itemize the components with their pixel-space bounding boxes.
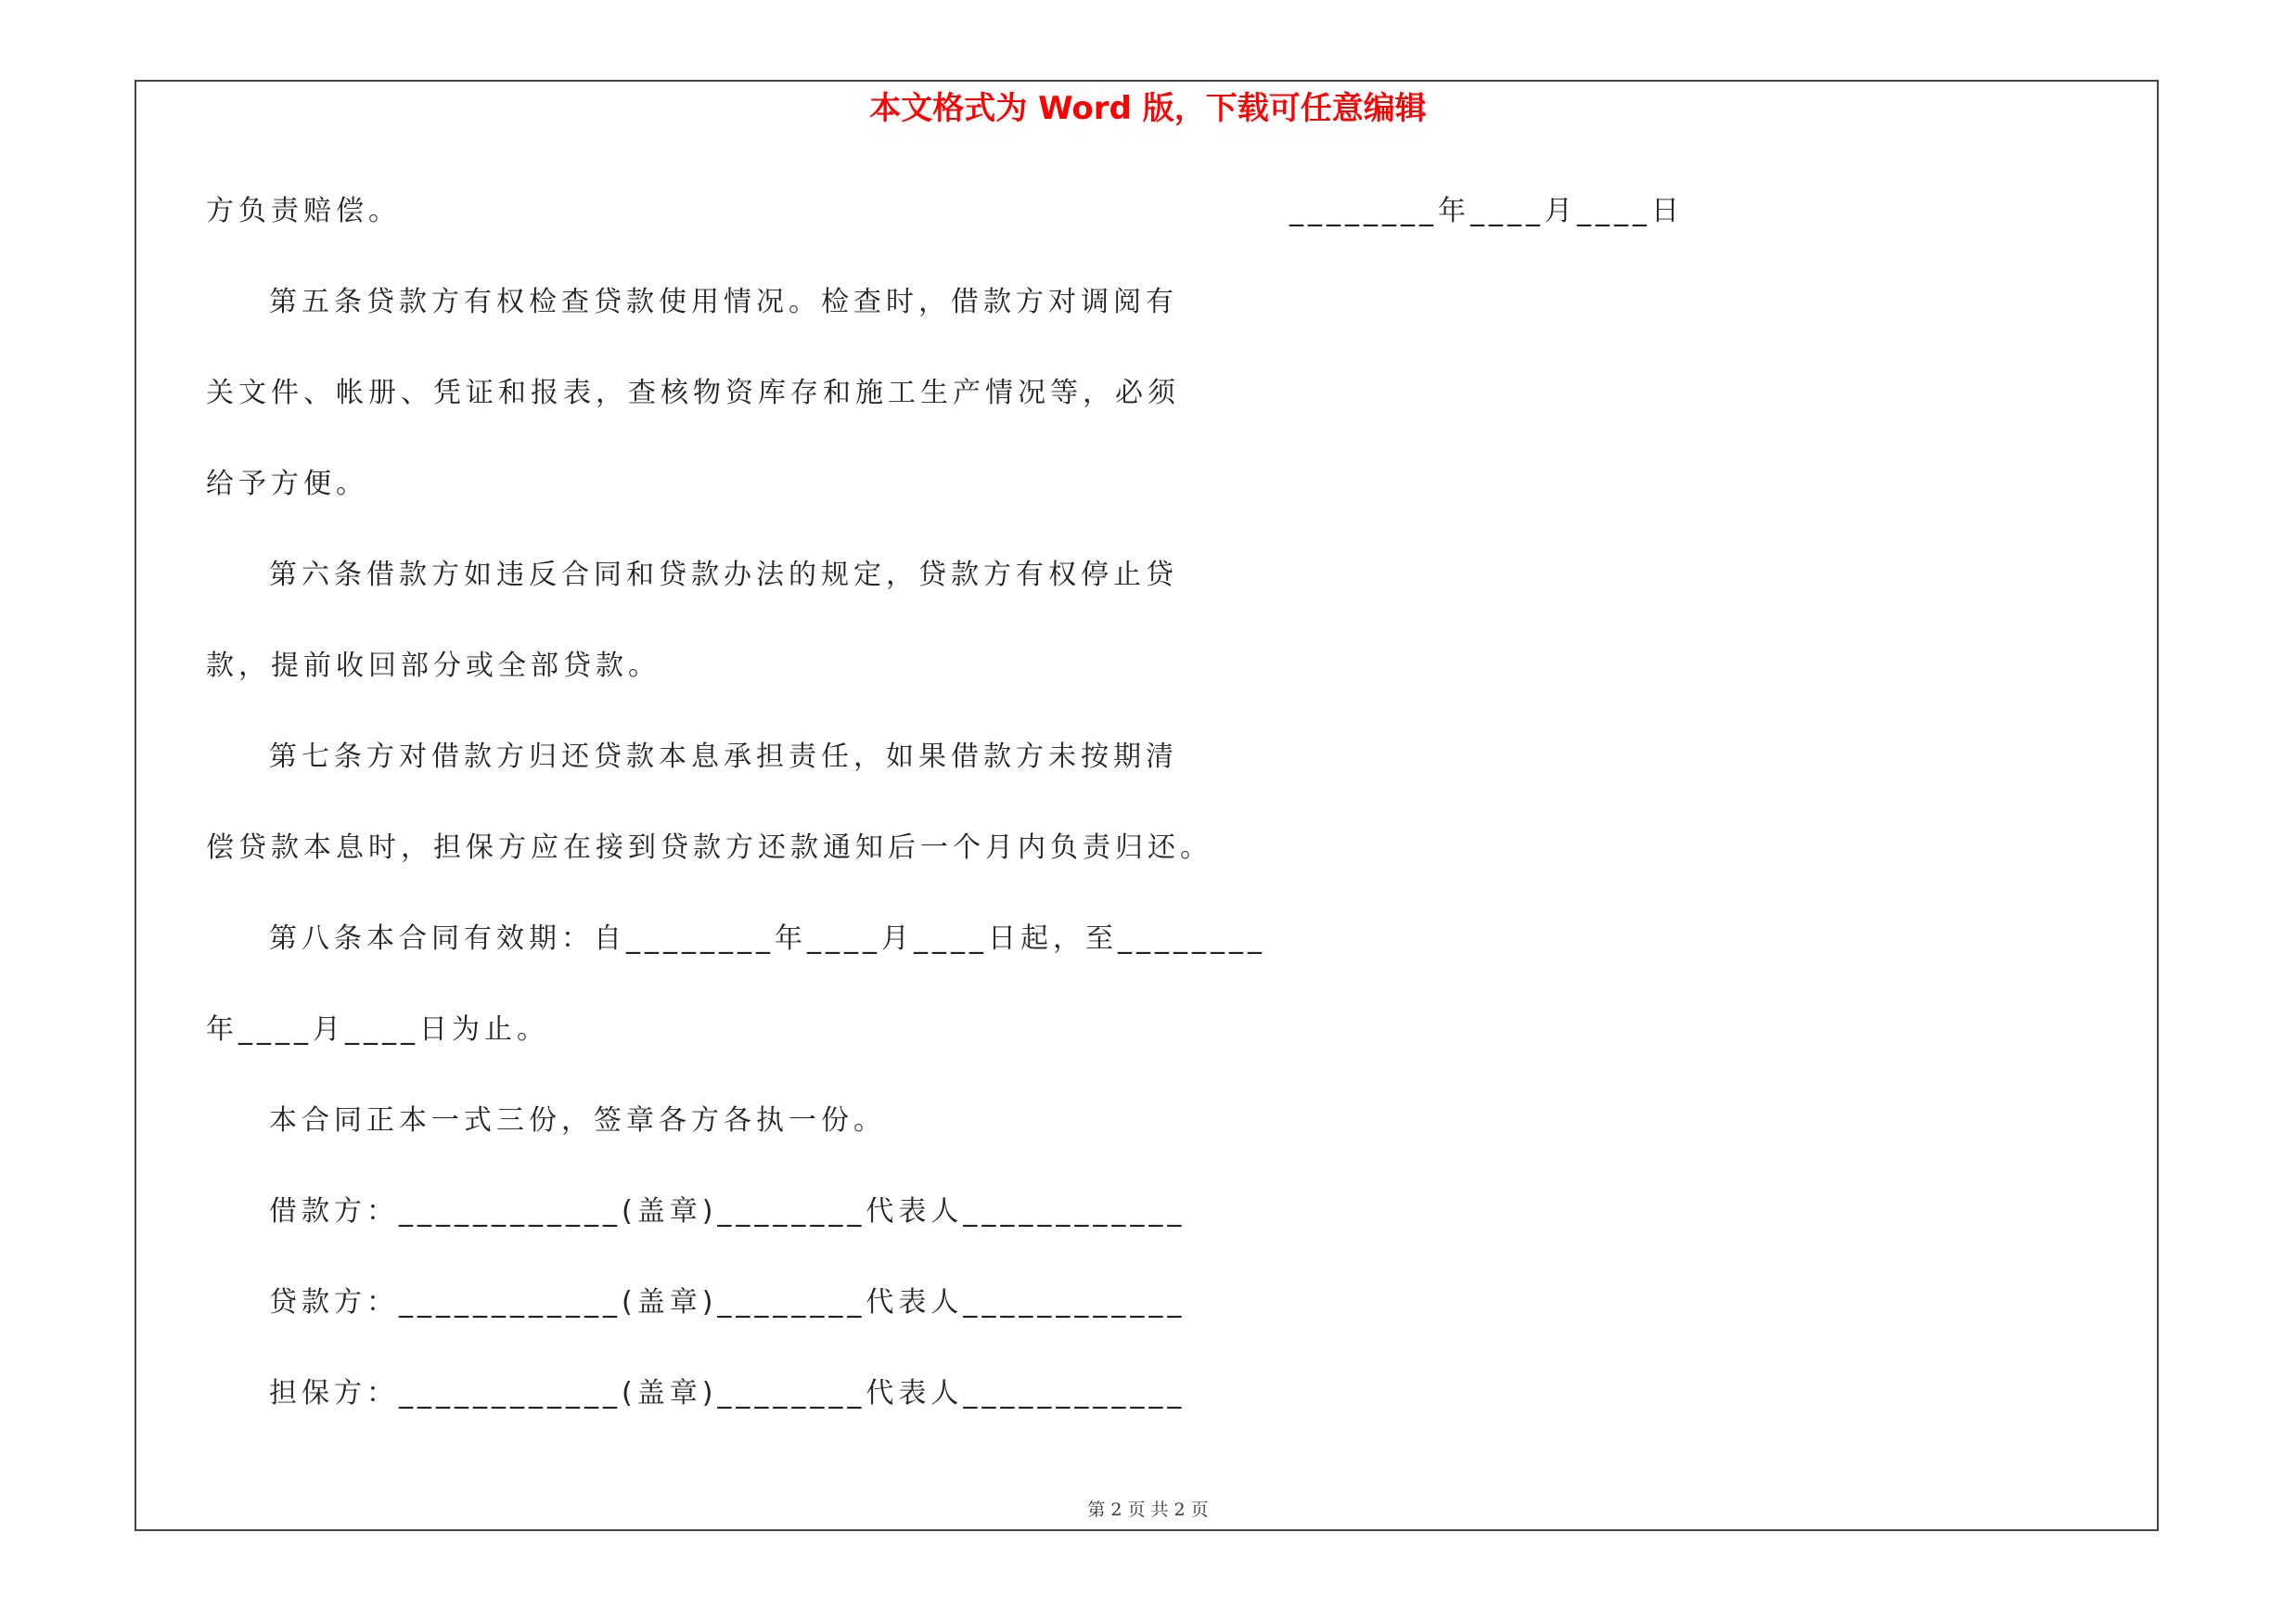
guarantor-signature-line: 担保方：____________(盖章)________代表人____________ — [269, 1377, 1186, 1410]
body-line: 给予方便。 — [206, 468, 368, 500]
body-line: 偿贷款本息时，担保方应在接到贷款方还款通知后一个月内负责归还。 — [206, 831, 1212, 864]
date-line: ________年____月____日 — [1289, 195, 1684, 227]
body-line: 款，提前收回部分或全部贷款。 — [206, 650, 661, 682]
body-line: 年____月____日为止。 — [206, 1013, 549, 1046]
format-banner: 本文格式为 Word 版，下载可任意编辑 — [869, 90, 1427, 127]
body-line: 第八条本合同有效期：自________年____月____日起，至________ — [269, 922, 1266, 955]
body-line: 第七条方对借款方归还贷款本息承担责任，如果借款方未按期清 — [269, 741, 1178, 773]
body-line: 第六条借款方如违反合同和贷款办法的规定，贷款方有权停止贷 — [269, 559, 1178, 591]
page-number: 第 2 页 共 2 页 — [1087, 1500, 1209, 1520]
body-line: 方负责赔偿。 — [206, 195, 401, 227]
body-line: 第五条贷款方有权检查贷款使用情况。检查时，借款方对调阅有 — [269, 286, 1178, 318]
lender-signature-line: 贷款方：____________(盖章)________代表人____________ — [269, 1286, 1186, 1319]
body-line: 本合同正本一式三份，签章各方各执一份。 — [269, 1104, 886, 1137]
borrower-signature-line: 借款方：____________(盖章)________代表人____________ — [269, 1195, 1186, 1228]
body-line: 关文件、帐册、凭证和报表，查核物资库存和施工生产情况等，必须 — [206, 377, 1180, 409]
